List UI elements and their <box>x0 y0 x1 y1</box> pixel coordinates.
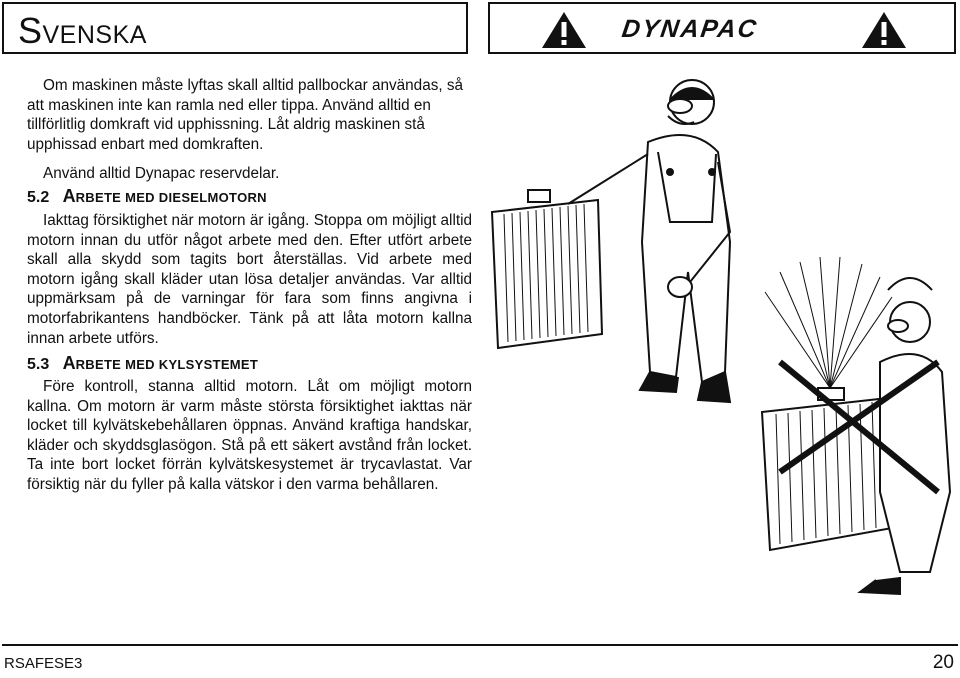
page-number: 20 <box>932 652 954 673</box>
section-title-box <box>2 2 468 54</box>
brand-header-box <box>488 2 956 54</box>
radiator-safety-illustration <box>480 72 955 612</box>
intro-paragraph: Om maskinen måste lyftas skall alltid pallbockar användas, så att maskinen inte kan ramla ned eller tippa. Använd alltid en tillförlitlig domkraft vid upphissning. Låt aldrig maskinen stå upphissad enbart med domkraften. <box>27 77 463 153</box>
document-code: RSAFESE3 <box>4 655 83 672</box>
section-body: Iakttag försiktighet när motorn är igång. Stoppa om möjligt alltid motorn innan du utför något arbete med den. Efter utfört arbete skall alla skydd som tagits bort återställas. Vid arbete med motorn igång skall kläder utan lösa detaljer användas. Var alltid uppmärksam på de varningar för fara som finns angivna i motorfabrikantens handböcker. Tänk på att låta motorn kallna innan arbete utförs. <box>27 212 472 347</box>
warning-triangle-icon <box>860 10 908 50</box>
intro-section <box>27 76 472 184</box>
section-heading: 5.2 ARBETE MED DIESELMOTORN <box>27 186 267 206</box>
radiator-icon <box>492 190 602 348</box>
section-heading: 5.3 ARBETE MED KYLSYSTEMET <box>27 353 259 373</box>
warning-triangle-icon <box>540 10 588 50</box>
page-title: Svenska <box>18 10 147 51</box>
reserve-parts-note: Använd alltid Dynapac reservdelar. <box>43 165 280 183</box>
brand-logo: DYNAPAC <box>620 15 760 43</box>
footer-rule <box>2 644 958 646</box>
section-body: Före kontroll, stanna alltid motorn. Låt om möjligt motorn kallna. Om motorn är varm måste största försiktighet iakttas när locket till kylvätskebehållaren öppnas. Använd kraftiga handskar, kläder och skyddsglasögon. Stå på ett säkert avstånd från locket. Ta inte bort locket förrän kylvätskesystemet är trycavlastat. Var försiktig när du fyller på kalla vätskor i den varma behållaren. <box>27 378 472 493</box>
